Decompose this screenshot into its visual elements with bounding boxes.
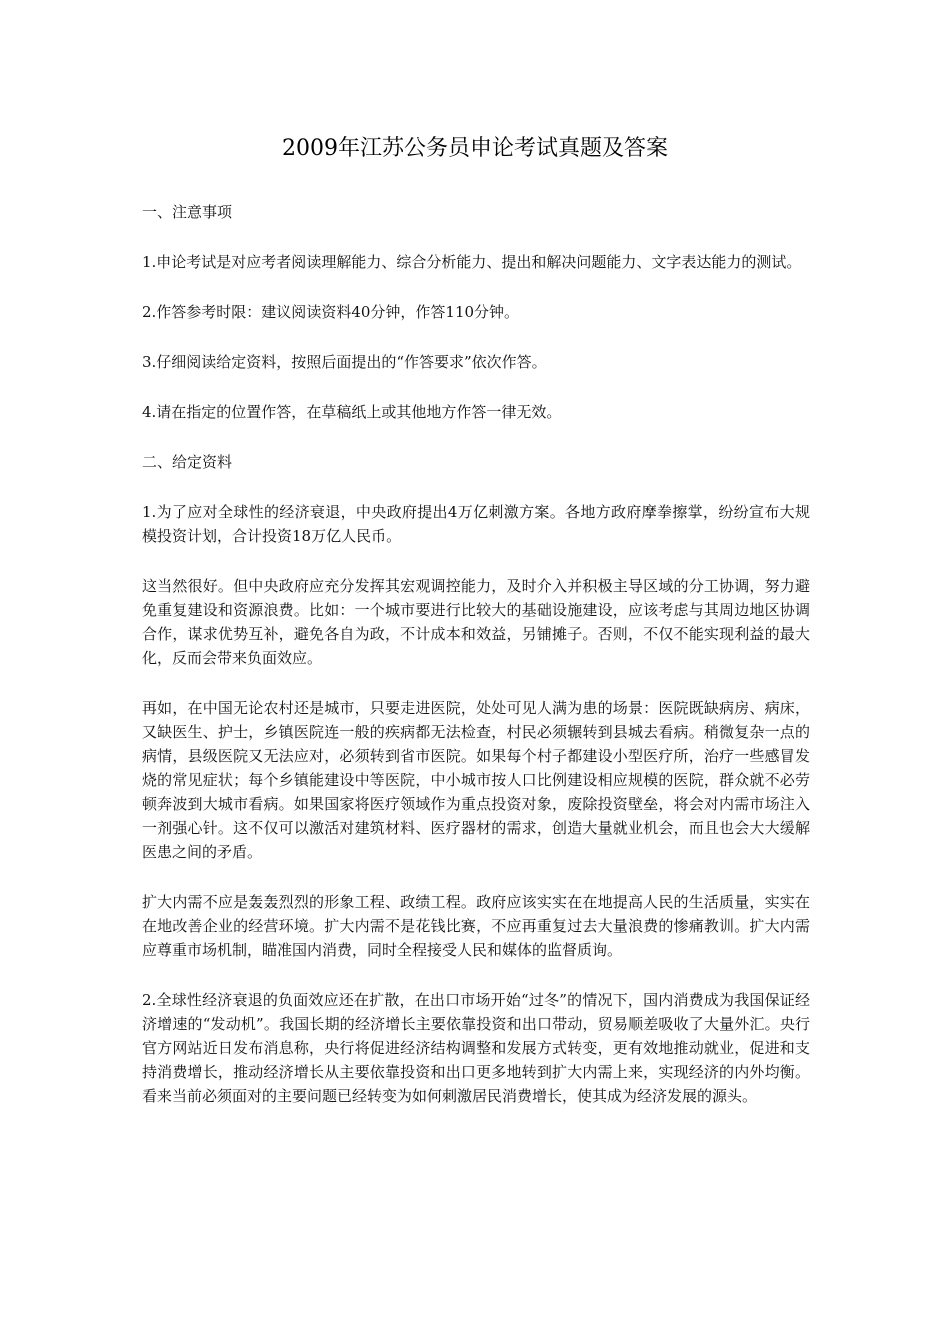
material-paragraph: 1.为了应对全球性的经济衰退，中央政府提出4万亿刺激方案。各地方政府摩拳擦掌，纷纷宣布大规模投资计划，合计投资18万亿人民币。	[142, 503, 810, 545]
material-paragraph: 扩大内需不应是轰轰烈烈的形象工程、政绩工程。政府应该实实在在地提高人民的生活质量，实实在在地改善企业的经营环境。扩大内需不是花钱比赛，不应再重复过去大量浪费的惨痛教训。扩大内需应尊重市场机制，瞄准国内消费，同时全程接受人民和媒体的监督质询。	[142, 893, 810, 959]
notice-item: 2.作答参考时限：建议阅读资料40分钟，作答110分钟。	[142, 303, 520, 321]
material-paragraph: 这当然很好。但中央政府应充分发挥其宏观调控能力，及时介入并积极主导区域的分工协调，努力避免重复建设和资源浪费。比如：一个城市要进行比较大的基础设施建设，应该考虑与其周边地区协调合作，谋求优势互补，避免各自为政，不计成本和效益，另铺摊子。否则，不仅不能实现利益的最大化，反而会带来负面效应。	[142, 577, 810, 667]
document-body	[142, 200, 810, 1134]
notice-item: 4.请在指定的位置作答，在草稿纸上或其他地方作答一律无效。	[142, 403, 562, 421]
notice-item: 3.仔细阅读给定资料，按照后面提出的“作答要求”依次作答。	[142, 353, 547, 371]
section-heading-materials: 二、给定资料	[142, 453, 233, 471]
notice-item: 1.申论考试是对应考者阅读理解能力、综合分析能力、提出和解决问题能力、文字表达能力的测试。	[142, 253, 802, 271]
material-paragraph: 2.全球性经济衰退的负面效应还在扩散，在出口市场开始“过冬”的情况下，国内消费成为我国保证经济增速的“发动机”。我国长期的经济增长主要依靠投资和出口带动，贸易顺差吸收了大量外汇。央行官方网站近日发布消息称，央行将促进经济结构调整和发展方式转变，更有效地推动就业，促进和支持消费增长，推动经济增长从主要依靠投资和出口更多地转到扩大内需上来，实现经济的内外均衡。看来当前必须面对的主要问题已经转变为如何刺激居民消费增长，使其成为经济发展的源头。	[142, 991, 810, 1105]
section-heading-notice: 一、注意事项	[142, 203, 233, 221]
material-paragraph: 再如，在中国无论农村还是城市，只要走进医院，处处可见人满为患的场景：医院既缺病房、病床，又缺医生、护士，乡镇医院连一般的疾病都无法检查，村民必须辗转到县城去看病。稍微复杂一点的病情，县级医院又无法应对，必须转到省市医院。如果每个村子都建设小型医疗所，治疗一些感冒发烧的常见症状；每个乡镇能建设中等医院，中小城市按人口比例建设相应规模的医院，群众就不必劳顿奔波到大城市看病。如果国家将医疗领域作为重点投资对象，废除投资壁垒，将会对内需市场注入一剂强心针。这不仅可以激活对建筑材料、医疗器材的需求，创造大量就业机会，而且也会大大缓解医患之间的矛盾。	[142, 699, 810, 861]
document-title: 2009年江苏公务员申论考试真题及答案	[282, 136, 668, 161]
